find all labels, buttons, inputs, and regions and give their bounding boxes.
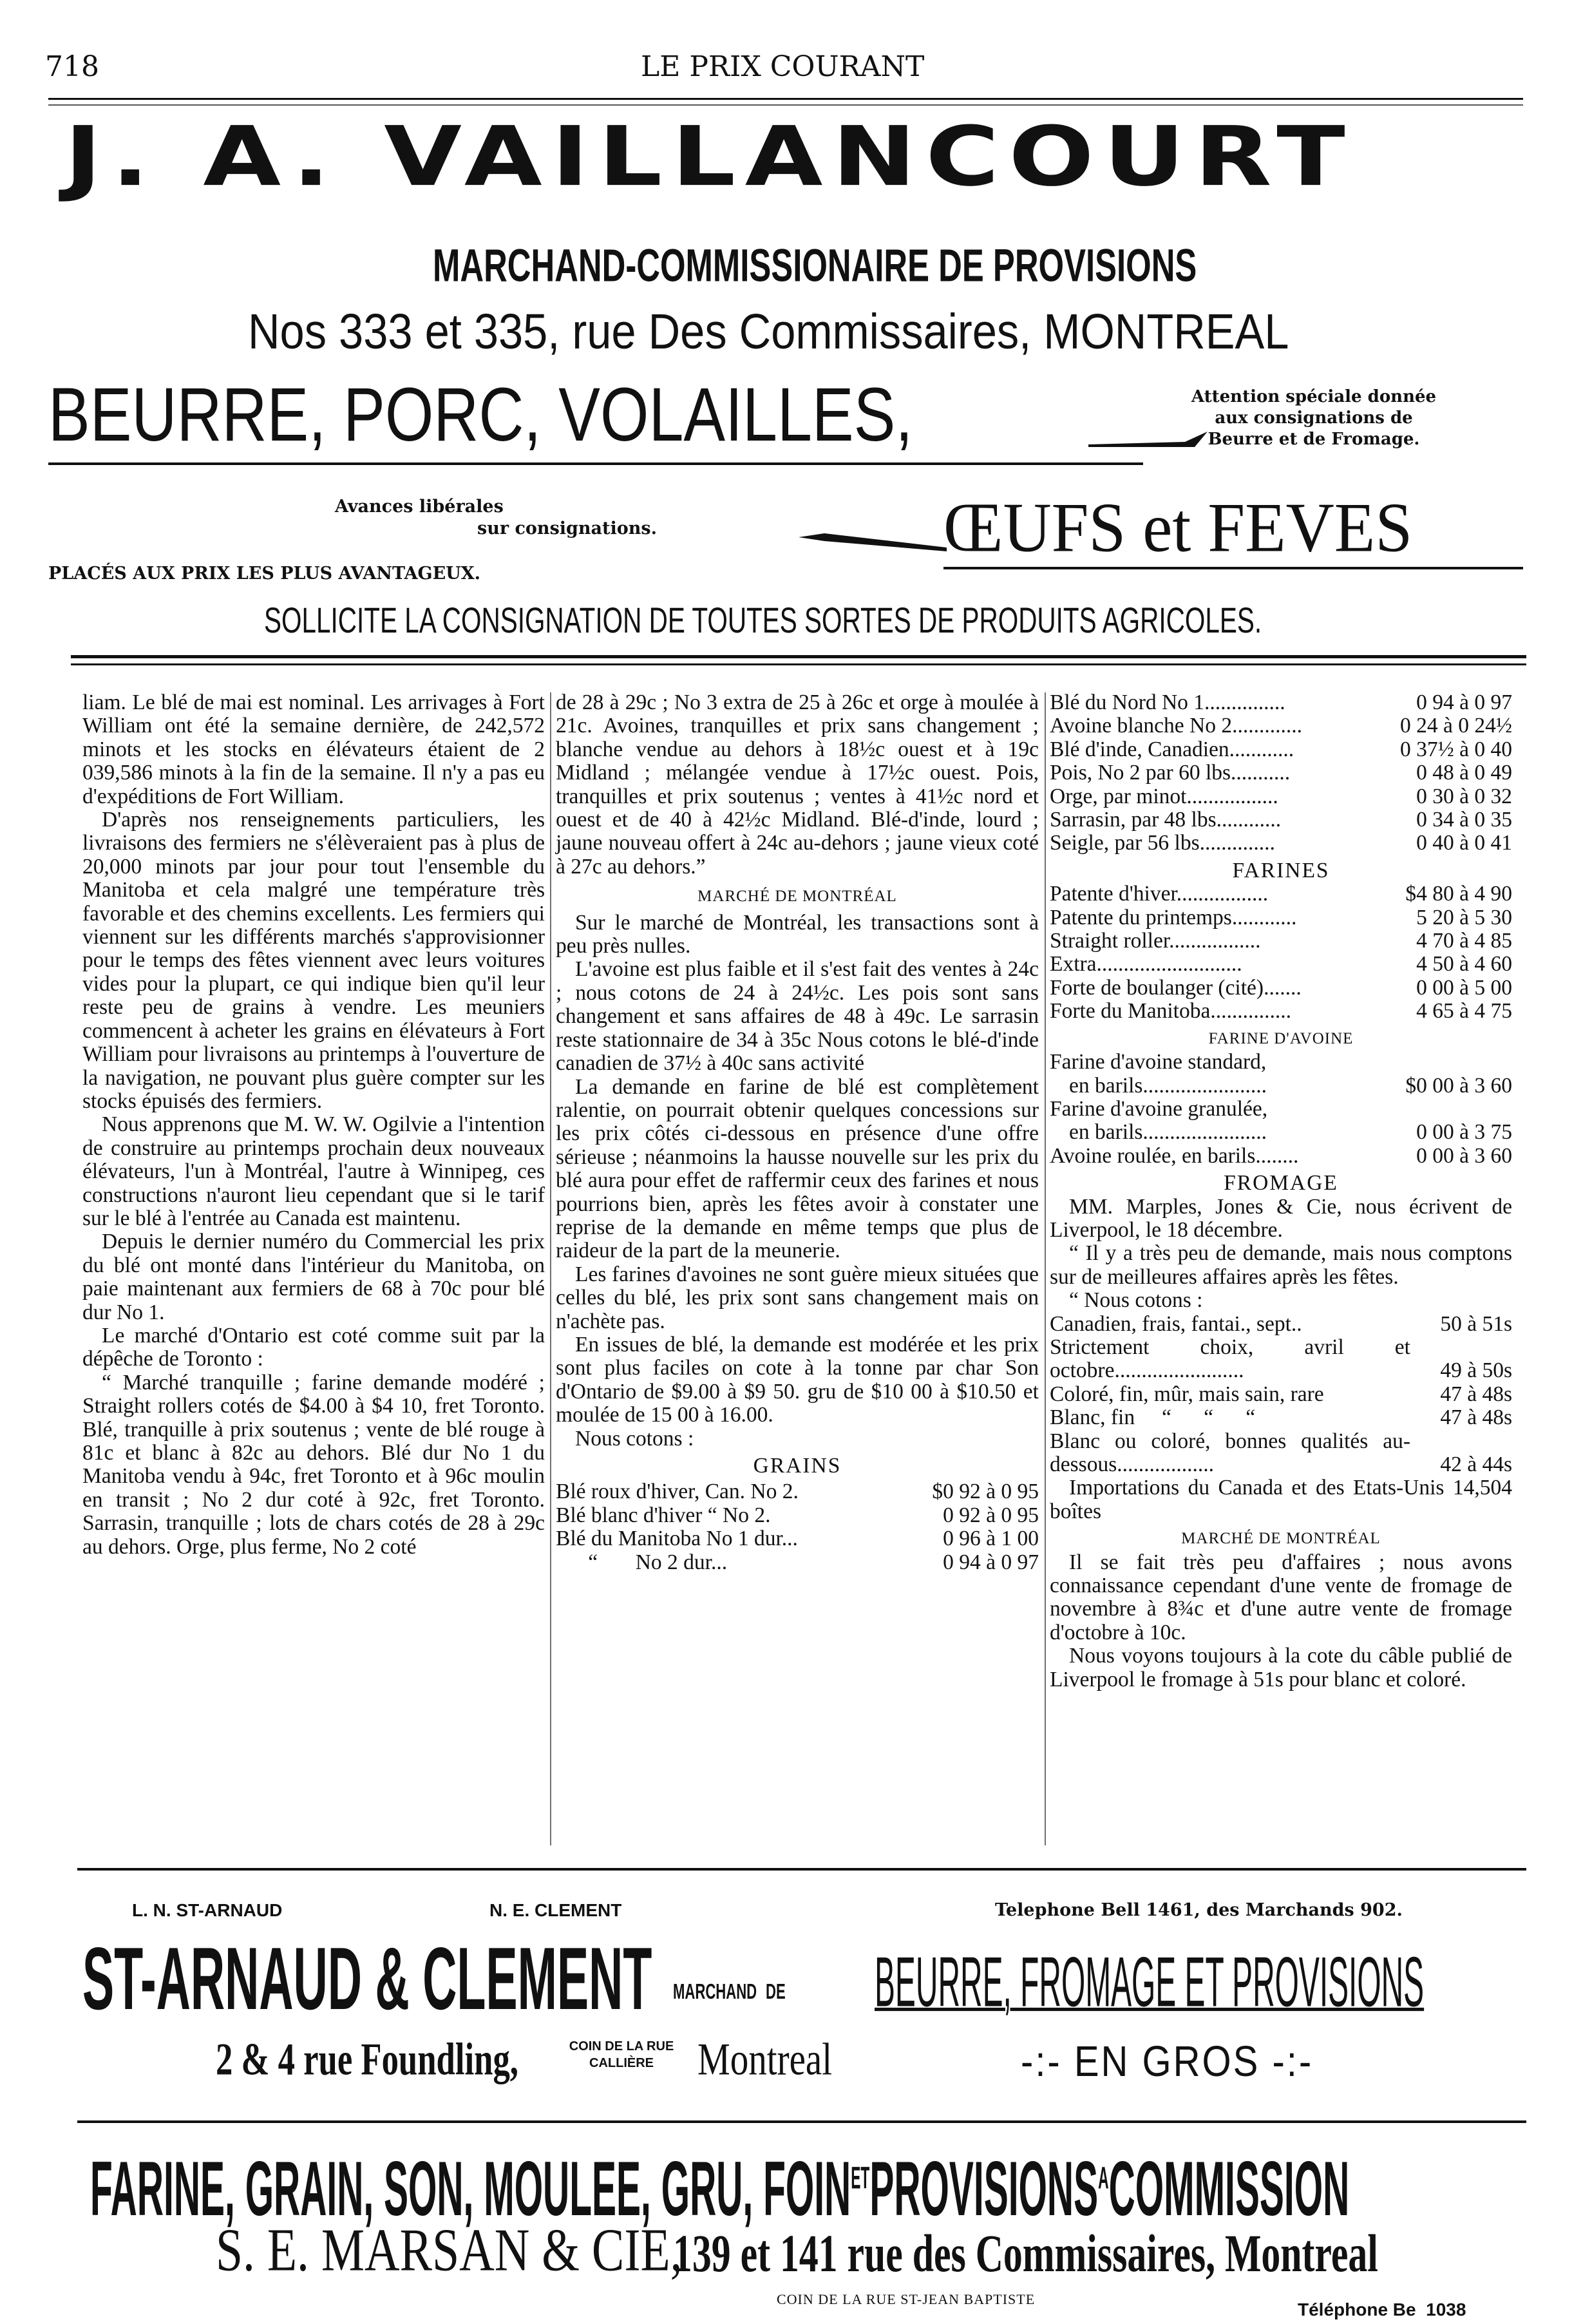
price-name: Seigle, par 56 lbs.............. — [1050, 832, 1275, 855]
price-name: Blé d'inde, Canadien............ — [1050, 738, 1294, 761]
fromage-row — [1050, 1430, 1512, 1477]
price-value: 0 48 à 0 49 — [1416, 761, 1512, 785]
grain-price: $0 92 à 0 95 — [932, 1480, 1039, 1504]
col1-paragraph: D'après nos renseignements particuliers, les livraisons des fermiers ne s'élèveraient pas à plus de 20,000 minots par jour pour tout l'ensemble du Manitoba et cela malgré une température très favorable et des chemins excellents. Les fermiers qui viennent sur les différents marchés s'approvisionner pour le temps des fêtes viennent avec leurs voitures vides pour la plupart, ce qui indique bien qu'il leur reste peu de grains à vendre. Les meuniers commencent à acheter les grains en élévateurs à Fort William pour livraisons au printemps à l'ouverture de la navigation, ne pouvant plus guère compter sur les stocks épuisés des fermiers. — [82, 808, 545, 1113]
col2-paragraph: La demande en farine de blé est complètement ralentie, on pourrait obtenir quelques concessions sur les prix côtés ci-dessous en présence d'une offre sérieuse ; néanmoins la hausse nouvelle sur les prix du blé aura pour effet de raffermir ceux des farines et nous pourrions bien, après les fêtes avoir à constater une reprise de la demande en même temps que plus de raideur de la part de la meunerie. — [556, 1074, 1039, 1263]
goods-part-2: PROVISIONS — [869, 2145, 1099, 2233]
advance-line-2: sur consignations. — [477, 519, 657, 538]
ad2-corner — [564, 2038, 679, 2072]
price-row — [1050, 785, 1512, 808]
ad-marsan — [0, 2120, 1592, 2324]
price-row — [1050, 832, 1512, 855]
note-line-3: Beurre et de Fromage. — [1208, 430, 1420, 449]
price-name: Patente d'hiver................. — [1050, 882, 1269, 906]
column-divider-1 — [550, 692, 551, 1845]
vaillancourt-advances — [335, 496, 657, 540]
grain-name: Blé roux d'hiver, Can. No 2. — [556, 1480, 799, 1504]
vaillancourt-products: BEURRE, PORC, VOLAILLES, — [48, 372, 913, 458]
grain-name: “ No 2 dur... — [556, 1550, 728, 1574]
journal-title: LE PRIX COURANT — [641, 50, 925, 83]
price-name: Sarrasin, par 48 lbs............ — [1050, 808, 1282, 832]
vaillancourt-name: J. A. VAILLANCOURT — [64, 109, 1355, 205]
price-row — [1050, 976, 1512, 1000]
article-column-1 — [82, 691, 545, 1559]
article-column-3 — [1050, 691, 1512, 1691]
grain-row — [556, 1551, 1039, 1574]
partner-1: L. N. ST-ARNAUD — [132, 1900, 283, 1920]
avoine-label: Farine d'avoine standard, — [1050, 1050, 1267, 1074]
grain-price: 0 92 à 0 95 — [943, 1503, 1039, 1527]
price-row — [1050, 906, 1512, 929]
farine-avoine-heading: FARINE D'AVOINE — [1208, 1029, 1354, 1047]
ad1-bottom-rule-2 — [71, 663, 1526, 665]
grain-row — [556, 1504, 1039, 1527]
corner-line-2: CALLIÈRE — [589, 2056, 654, 2070]
col2-heading-grains: GRAINS — [753, 1454, 842, 1478]
ad2-goods: BEURRE, FROMAGE ET PROVISIONS — [875, 1942, 1425, 2021]
marsan-goods — [90, 2140, 1350, 2233]
eggs-rule — [943, 567, 1523, 569]
article-column-2 — [556, 691, 1039, 1574]
marchand-de: DE — [766, 1979, 786, 2004]
price-value: 47 à 48s — [1440, 1405, 1512, 1430]
price-value: $0 00 à 3 60 — [1405, 1073, 1512, 1098]
note-line-2: aux consignations de — [1215, 408, 1413, 428]
price-value: 0 24 à 0 24½ — [1400, 714, 1512, 738]
price-row — [1050, 738, 1512, 761]
goods-part-3: COMMISSION — [1108, 2145, 1350, 2233]
price-name: Forte de boulanger (cité)....... — [1050, 976, 1302, 1000]
marche-paragraph: Nous voyons toujours à la cote du câble publié de Liverpool le fromage à 51s pour blanc et coloré. — [1050, 1644, 1512, 1691]
price-name: Blanc ou coloré, bonnes qualités au-dessous.................. — [1050, 1429, 1410, 1476]
col1-paragraph: Le marché d'Ontario est coté comme suit par la dépêche de Toronto : — [82, 1323, 545, 1371]
ad-st-arnaud — [0, 1868, 1592, 2113]
goods-part-1: FARINE, GRAIN, SON, MOULEE, GRU, FOIN — [90, 2145, 851, 2233]
fromage-paragraph: Importations du Canada et des Etats-Unis 14,504 boîtes — [1050, 1476, 1512, 1523]
marsan-firm: S. E. MARSAN & CIE, — [216, 2216, 683, 2284]
price-row — [1050, 1121, 1512, 1144]
fromage-row — [1050, 1336, 1512, 1383]
ad2-city: Montreal — [697, 2034, 833, 2085]
price-name: Blé du Nord No 1............... — [1050, 691, 1285, 714]
partner-2: N. E. CLEMENT — [489, 1900, 622, 1920]
price-value: 0 00 à 3 60 — [1416, 1143, 1512, 1168]
price-row — [1050, 953, 1512, 976]
note-line-1: Attention spéciale donnée — [1191, 387, 1437, 406]
col1-paragraph: liam. Le blé de mai est nominal. Les arrivages à Fort William ont été la semaine dernière, de 242,572 minots et les stocks en élévateurs étaient de 2 039,586 minots à la fin de la semaine. Il n'y a pas eu d'expéditions de Fort William. — [82, 691, 545, 808]
products-rule — [48, 462, 1143, 465]
fromage-row — [1050, 1406, 1512, 1429]
price-value: 42 à 44s — [1440, 1452, 1512, 1476]
fromage-heading: FROMAGE — [1224, 1171, 1338, 1195]
price-value: 0 40 à 0 41 — [1416, 831, 1512, 855]
price-value: 5 20 à 5 30 — [1416, 905, 1512, 929]
price-name: Extra........................... — [1050, 953, 1242, 976]
grain-row — [556, 1527, 1039, 1550]
col1-paragraph: Nous apprenons que M. W. W. Ogilvie a l'intention de construire au printemps prochain deux nouveaux élévateurs, l'un à Montréal, l'autre à Winnipeg, ces constructions n'auront lieu cependant que si le tarif sur le blé à l'entrée au Canada est maintenu. — [82, 1112, 545, 1230]
price-value: 0 34 à 0 35 — [1416, 808, 1512, 832]
price-value: 4 70 à 4 85 — [1416, 929, 1512, 953]
price-value: 4 50 à 4 60 — [1416, 952, 1512, 976]
marchand-label — [673, 1979, 789, 2004]
price-row — [1050, 691, 1512, 714]
price-name: Patente du printemps............ — [1050, 906, 1297, 929]
vaillancourt-note — [1169, 386, 1459, 450]
price-row — [1050, 808, 1512, 832]
col2-paragraph: En issues de blé, la demande est modérée et les prix sont plus faciles on cote à la tonne par char Son d'Ontario de $9.00 à $9 50. gru de $10 00 à $10.50 et moulée de 15 00 à 16.00. — [556, 1332, 1039, 1427]
fromage-paragraph: MM. Marples, Jones & Cie, nous écrivent de Liverpool, le 18 décembre. — [1050, 1194, 1512, 1242]
col2-paragraph: de 28 à 29c ; No 3 extra de 25 à 26c et orge à moulée à 21c. Avoines, tranquilles et prix sans changement ; blanche vendue au dehors à 18½c ouest et à 19c Midland ; mélangée vendue à 17½c ouest. Pois, tranquilles et prix soutenus ; ventes à 41½c nord et ouest et de 40 à 42½c Midland. Blé-d'inde, lourd ; jaune nouveau offert à 24c au-dehors ; jaune vieux coté à 27c au dehors.” — [556, 691, 1039, 879]
price-value: 4 65 à 4 75 — [1416, 999, 1512, 1024]
price-value: 0 37½ à 0 40 — [1400, 737, 1512, 761]
fromage-row — [1050, 1383, 1512, 1406]
price-name: Canadien, frais, fantai., sept.. — [1050, 1312, 1302, 1336]
goods-a: A — [1098, 2161, 1109, 2196]
price-value: 0 00 à 5 00 — [1416, 975, 1512, 1000]
ad2-telephone: Telephone Bell 1461, des Marchands 902. — [995, 1900, 1403, 1920]
corner-line-1: COIN DE LA RUE — [569, 2039, 674, 2053]
vaillancourt-trade: MARCHAND-COMMISSIONAIRE DE PROVISIONS — [433, 240, 1197, 292]
column-divider-2 — [1045, 692, 1046, 1845]
fromage-paragraph: “ Il y a très peu de demande, mais nous comptons sur de meilleures affaires après les fêtes. — [1050, 1241, 1512, 1289]
grain-price: 0 96 à 1 00 — [943, 1527, 1039, 1551]
price-name: en barils....................... — [1069, 1121, 1267, 1145]
marche-heading: MARCHÉ DE MONTRÉAL — [1181, 1530, 1381, 1548]
price-value: 0 30 à 0 32 — [1416, 784, 1512, 808]
avoine-label: Farine d'avoine granulée, — [1050, 1096, 1268, 1121]
price-name: Blanc, fin “ “ “ — [1050, 1406, 1256, 1430]
price-row — [1050, 761, 1512, 785]
price-row — [1050, 1145, 1512, 1168]
price-value: 0 00 à 3 75 — [1416, 1120, 1512, 1145]
price-value: $4 80 à 4 90 — [1405, 882, 1512, 906]
ad-vaillancourt — [0, 0, 1592, 683]
fromage-row — [1050, 1313, 1512, 1336]
marsan-corner: COIN DE LA RUE ST-JEAN BAPTISTE — [777, 2291, 1036, 2307]
grain-name: Blé blanc d'hiver “ No 2. — [556, 1503, 771, 1527]
marchand-word: MARCHAND — [673, 1979, 757, 2004]
farines-heading: FARINES — [1232, 858, 1330, 882]
grain-row — [556, 1480, 1039, 1503]
price-name: Forte du Manitoba............... — [1050, 1000, 1291, 1024]
ad1-bottom-rule — [71, 655, 1526, 658]
marche-paragraph: Il se fait très peu d'affaires ; nous avons connaissance cependant d'une vente de fromage de novembre à 8¾c et d'une autre vente de fromage d'octobre à 10c. — [1050, 1550, 1512, 1644]
price-name: Orge, par minot................. — [1050, 785, 1278, 808]
ad2-wholesale: -:- EN GROS -:- — [1021, 2037, 1314, 2086]
price-row — [1050, 1074, 1512, 1098]
pointing-arrow-icon-2 — [799, 528, 947, 560]
col1-paragraph: “ Marché tranquille ; farine demande modéré ; Straight rollers cotés de $4.00 à $4 10, fret Toronto. Blé, tranquille à prix soutenus ; vente de blé rouge à 81c et blanc à 82c au dehors. Blé dur No 1 du Manitoba vendu à 94c, fret Toronto et à 96c moulin en transit ; No 2 dur coté à 92c, fret Toronto. Sarrasin, tranquille ; lots de chars cotés de 28 à 29c au dehors. Orge, plus ferme, No 2 coté — [82, 1370, 545, 1559]
price-name: en barils....................... — [1069, 1074, 1267, 1098]
price-name: Avoine blanche No 2............. — [1050, 714, 1302, 738]
price-row — [1050, 882, 1512, 906]
ad2-address: 2 & 4 rue Foundling, — [216, 2034, 518, 2085]
col2-paragraph: Les farines d'avoines ne sont guère mieux situées que celles du blé, les prix sont sans changement mais on n'achète pas. — [556, 1262, 1039, 1333]
price-name: Coloré, fin, mûr, mais sain, rare — [1050, 1382, 1324, 1406]
grain-price: 0 94 à 0 97 — [943, 1550, 1039, 1574]
marsan-telephone: Téléphone Be 1038 — [1298, 2300, 1466, 2319]
vaillancourt-placed: PLACÉS AUX PRIX LES PLUS AVANTAGEUX. — [48, 564, 481, 584]
grain-name: Blé du Manitoba No 1 dur... — [556, 1527, 798, 1551]
fromage-paragraph: “ Nous cotons : — [1069, 1288, 1203, 1313]
price-name: Straight roller................. — [1050, 929, 1261, 953]
price-row — [1050, 1000, 1512, 1023]
vaillancourt-address: Nos 333 et 335, rue Des Commissaires, MONTREAL — [248, 303, 1289, 359]
col2-heading-marche: MARCHÉ DE MONTRÉAL — [697, 888, 897, 906]
price-value: 50 à 51s — [1440, 1311, 1512, 1336]
st-arnaud-firm: ST-ARNAUD & CLEMENT — [82, 1929, 652, 2028]
price-value: 49 à 50s — [1440, 1358, 1512, 1383]
price-value: 0 94 à 0 97 — [1416, 691, 1512, 714]
advance-line-1: Avances libérales — [335, 497, 504, 517]
vaillancourt-eggs: ŒUFS et FEVES — [943, 488, 1413, 567]
page-number: 718 — [45, 50, 99, 83]
price-value: 47 à 48s — [1440, 1382, 1512, 1406]
price-name: Strictement choix, avril et octobre........................ — [1050, 1335, 1410, 1383]
marsan-address: 139 et 141 rue des Commissaires, Montreal — [673, 2224, 1378, 2283]
price-row — [1050, 714, 1512, 738]
col2-paragraph: Nous cotons : — [575, 1426, 694, 1451]
col2-paragraph: L'avoine est plus faible et il s'est fait des ventes à 24c ; nous cotons de 24 à 24½c. Les pois sont sans changement et sans affaires de 48 à 49c. Le sarrasin reste stationnaire de 34 à 35c Nous cotons le blé-d'inde canadien de 37½ à 40c sans activité — [556, 957, 1039, 1076]
price-name: Pois, No 2 par 60 lbs........... — [1050, 761, 1291, 785]
col2-paragraph: Sur le marché de Montréal, les transactions sont à peu près nulles. — [556, 910, 1039, 958]
goods-et: ET — [851, 2161, 870, 2196]
price-row — [1050, 929, 1512, 953]
col1-paragraph: Depuis le dernier numéro du Commercial les prix du blé ont monté dans l'intérieur du Manitoba, on paie maintenant aux fermiers de 68 à 70c pour blé dur No 1. — [82, 1230, 545, 1324]
price-name: Avoine roulée, en barils........ — [1050, 1144, 1299, 1168]
vaillancourt-solicit: SOLLICITE LA CONSIGNATION DE TOUTES SORTES DE PRODUITS AGRICOLES. — [264, 600, 1262, 640]
